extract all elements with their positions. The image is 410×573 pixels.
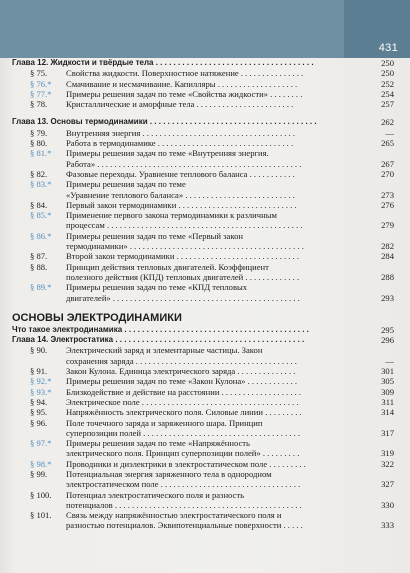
section-number: § 101. <box>30 510 52 521</box>
toc-entry-continuation[interactable] <box>12 272 396 282</box>
section-number: § 91. <box>30 366 48 377</box>
entry-page-number: 276 <box>381 199 394 210</box>
toc-entry-section[interactable] <box>12 459 396 469</box>
section-number: § 77.* <box>30 88 52 99</box>
toc-entry-section[interactable] <box>12 407 396 417</box>
entry-page-number: 270 <box>381 168 394 179</box>
toc-entry-section[interactable] <box>12 138 396 148</box>
section-number: § 79. <box>30 127 48 138</box>
entry-title: Смачивание и несмачивание. Капилляры . . . . . . . . . . . . . . . . . . . <box>66 78 298 89</box>
entry-page-number: 267 <box>381 158 394 169</box>
section-number: § 99. <box>30 468 48 479</box>
entry-title: Глава 14. Электростатика . . . . . . . . . . . . . . . . . . . . . . . . . . . . . . . . . . . . . . . . . . . <box>12 335 305 345</box>
section-number: § 87. <box>30 251 48 262</box>
entry-page-number: 265 <box>381 138 394 149</box>
toc-gap <box>12 303 396 311</box>
entry-title: Применение первого закона термодинамики к различным <box>66 210 277 221</box>
toc-entry-section[interactable] <box>12 397 396 407</box>
section-number: § 88. <box>30 261 48 272</box>
section-number: § 95. <box>30 407 48 418</box>
entry-title: Примеры решения задач по теме «Свойства жидкости» . . . . . . . . <box>66 88 303 99</box>
entry-page-number: 293 <box>381 292 394 303</box>
entry-title: разностью потенциалов. Эквипотенциальные поверхности . . . . . <box>66 520 303 531</box>
section-number: § 75. <box>30 68 48 79</box>
entry-title: двигателей» . . . . . . . . . . . . . . . . . . . . . . . . . . . . . . . . . . . . . . . . . . . . <box>66 292 300 303</box>
entry-title: Потенциал электростатического поля и разность <box>66 489 245 500</box>
section-number: § 86.* <box>30 230 52 241</box>
entry-title: Фазовые переходы. Уравнение теплового баланса . . . . . . . . . . . <box>66 168 295 179</box>
entry-title: электростатическом поле . . . . . . . . . . . . . . . . . . . . . . . . . . . . . . . . . <box>66 479 301 490</box>
toc-entry-section[interactable] <box>12 387 396 397</box>
toc-entry-section[interactable] <box>12 89 396 99</box>
toc-entry-continuation[interactable] <box>12 190 396 200</box>
toc-entry-chapter[interactable] <box>12 117 396 127</box>
toc-entry-continuation[interactable] <box>12 520 396 530</box>
toc-entry-continuation[interactable] <box>12 220 396 230</box>
entry-title: Работа» . . . . . . . . . . . . . . . . . . . . . . . . . . . . . . . . . . . . . . . . . . . . . . . . <box>66 158 302 169</box>
section-number: § 83.* <box>30 179 52 190</box>
page-number-badge <box>344 0 410 58</box>
entry-title: Близкодействие и действие на расстоянии . . . . . . . . . . . . . . . . . . . <box>66 386 302 397</box>
entry-title: Примеры решения задач по теме «КПД тепловых <box>66 282 248 293</box>
toc-entry-section[interactable] <box>12 510 396 520</box>
section-number: § 84. <box>30 199 48 210</box>
entry-page-number: 296 <box>381 335 394 346</box>
toc-entry-section[interactable] <box>12 128 396 138</box>
entry-title: полезного действия (КПД) тепловых двигателей . . . . . . . . . . . . . <box>66 271 300 282</box>
entry-title: Примеры решения задач по теме «Напряжённость <box>66 438 250 449</box>
entry-page-number: 273 <box>381 189 394 200</box>
toc-entry-chapter[interactable] <box>12 58 396 68</box>
entry-title: Первый закон термодинамики . . . . . . . . . . . . . . . . . . . . . . . . . . . . <box>66 199 297 210</box>
section-number: § 93.* <box>30 386 52 397</box>
toc-entry-section[interactable] <box>12 345 396 355</box>
toc-entry-part[interactable] <box>12 311 396 325</box>
entry-title: Закон Кулона. Единица электрического заряда . . . . . . . . . . . . . . <box>66 366 296 377</box>
toc-entry-section[interactable] <box>12 438 396 448</box>
section-number: § 100. <box>30 489 52 500</box>
entry-page-number: 252 <box>381 78 394 89</box>
entry-page-number: 295 <box>381 324 394 335</box>
entry-page-number: 262 <box>381 117 394 128</box>
toc-entry-section[interactable] <box>12 200 396 210</box>
toc-entry-section[interactable] <box>12 79 396 89</box>
entry-title: Связь между напряжённостью электростатического поля и <box>66 510 282 521</box>
toc-entry-section[interactable] <box>12 210 396 220</box>
entry-title: Электрический заряд и элементарные частицы. Закон <box>66 345 263 356</box>
section-number: § 76.* <box>30 78 52 89</box>
toc-entry-continuation[interactable] <box>12 479 396 489</box>
entry-page-number: 309 <box>381 386 394 397</box>
entry-page-number: — <box>385 127 394 138</box>
entry-title: Примеры решения задач по теме «Первый закон <box>66 230 243 241</box>
entry-page-number: 301 <box>381 366 394 377</box>
entry-title: Глава 12. Жидкости и твёрдые тела . . . . . . . . . . . . . . . . . . . . . . . . . . . . . . . . . . . . <box>12 58 314 67</box>
section-number: § 81.* <box>30 148 52 159</box>
toc-entry-continuation[interactable] <box>12 428 396 438</box>
entry-title: Примеры решения задач по теме «Внутренняя энергия. <box>66 148 269 159</box>
entry-title: Работа в термодинамике . . . . . . . . . . . . . . . . . . . . . . . . . . . . . . . . <box>66 138 294 149</box>
entry-title: Свойства жидкости. Поверхностное натяжение . . . . . . . . . . . . . . . <box>66 68 304 79</box>
toc-entry-section[interactable] <box>12 68 396 78</box>
entry-title: «Уравнение теплового баланса» . . . . . . . . . . . . . . . . . . . . . . . . . . <box>66 189 295 200</box>
entry-title: Потенциальная энергия заряженного тела в однородном <box>66 468 272 479</box>
toc-entry-continuation[interactable] <box>12 500 396 510</box>
section-number: § 94. <box>30 396 48 407</box>
toc-entry-section[interactable] <box>12 231 396 241</box>
section-number: § 98.* <box>30 458 52 469</box>
entry-page-number: 250 <box>381 68 394 79</box>
entry-title: суперпозиции полей . . . . . . . . . . . . . . . . . . . . . . . . . . . . . . . . . . . . . <box>66 427 301 438</box>
toc-entry-section[interactable] <box>12 282 396 292</box>
toc-entry-continuation[interactable] <box>12 241 396 251</box>
toc-entry-section[interactable] <box>12 179 396 189</box>
toc-entry-section[interactable] <box>12 99 396 109</box>
page-number: 431 <box>378 42 398 54</box>
entry-title: Примеры решения задач по теме «Закон Кулона» . . . . . . . . . . . . <box>66 376 298 387</box>
entry-title: Что такое электродинамика . . . . . . . . . . . . . . . . . . . . . . . . . . . . . . . . . . . . . . . . . . <box>12 324 309 334</box>
entry-page-number: 333 <box>381 520 394 531</box>
entry-title: Внутренняя энергия . . . . . . . . . . . . . . . . . . . . . . . . . . . . . . . . . . . . <box>66 127 296 138</box>
toc-entry-section[interactable] <box>12 262 396 272</box>
entry-page-number: 327 <box>381 479 394 490</box>
toc-entry-sub[interactable] <box>12 325 396 335</box>
section-number: § 85.* <box>30 210 52 221</box>
section-number: § 90. <box>30 345 48 356</box>
section-number: § 89.* <box>30 282 52 293</box>
entry-title: термодинамики» . . . . . . . . . . . . . . . . . . . . . . . . . . . . . . . . . . . . . . . . . <box>66 241 304 252</box>
entry-page-number: 317 <box>381 427 394 438</box>
toc-entry-continuation[interactable] <box>12 293 396 303</box>
entry-title: Принцип действия тепловых двигателей. Коэффициент <box>66 261 269 272</box>
toc-gap <box>12 109 396 117</box>
section-number: § 80. <box>30 138 48 149</box>
section-number: § 82. <box>30 168 48 179</box>
entry-title: Кристаллические и аморфные тела . . . . . . . . . . . . . . . . . . . . . . . <box>66 99 294 110</box>
toc-entry-section[interactable] <box>12 376 396 386</box>
entry-page-number: 305 <box>381 376 394 387</box>
entry-title: процессам . . . . . . . . . . . . . . . . . . . . . . . . . . . . . . . . . . . . . . . . . . . . . . <box>66 220 303 231</box>
toc-entry-continuation[interactable] <box>12 448 396 458</box>
entry-page-number: 254 <box>381 88 394 99</box>
entry-page-number: 314 <box>381 407 394 418</box>
entry-page-number: 279 <box>381 220 394 231</box>
entry-title: ОСНОВЫ ЭЛЕКТРОДИНАМИКИ <box>12 311 182 324</box>
entry-title: Напряжённость электрического поля. Силовые линии . . . . . . . . . <box>66 407 302 418</box>
entry-title: потенциалов . . . . . . . . . . . . . . . . . . . . . . . . . . . . . . . . . . . . . . . . . . . . <box>66 499 302 510</box>
toc-entry-continuation[interactable] <box>12 356 396 366</box>
entry-title: Проводники и диэлектрики в электростатическом поле . . . . . . . . . <box>66 458 306 469</box>
toc-entry-section[interactable] <box>12 366 396 376</box>
entry-page-number: 319 <box>381 448 394 459</box>
entry-title: Второй закон термодинамики . . . . . . . . . . . . . . . . . . . . . . . . . . . . . <box>66 251 300 262</box>
toc-entry-chapter[interactable] <box>12 335 396 345</box>
entry-title: сохранения заряда . . . . . . . . . . . . . . . . . . . . . . . . . . . . . . . . . . . . . . <box>66 355 297 366</box>
table-of-contents <box>12 58 396 531</box>
entry-title: Поле точечного заряда и заряженного шара. Принцип <box>66 417 263 428</box>
entry-page-number: 330 <box>381 499 394 510</box>
section-number: § 78. <box>30 99 48 110</box>
section-number: § 92.* <box>30 376 52 387</box>
section-number: § 97.* <box>30 438 52 449</box>
entry-title: электрического поля. Принцип суперпозиции полей» . . . . . . . . . <box>66 448 300 459</box>
entry-page-number: — <box>385 355 394 366</box>
entry-title: Глава 13. Основы термодинамики . . . . . . . . . . . . . . . . . . . . . . . . . . . . . . . . . . . . . . <box>12 117 317 127</box>
toc-entry-section[interactable] <box>12 490 396 500</box>
toc-entry-section[interactable] <box>12 469 396 479</box>
toc-entry-section[interactable] <box>12 148 396 158</box>
toc-entry-section[interactable] <box>12 169 396 179</box>
entry-page-number: 311 <box>381 396 394 407</box>
entry-title: Электрическое поле . . . . . . . . . . . . . . . . . . . . . . . . . . . . . . . . . . . . . <box>66 396 299 407</box>
entry-page-number: 250 <box>381 58 394 68</box>
section-number: § 96. <box>30 417 48 428</box>
entry-page-number: 257 <box>381 99 394 110</box>
entry-title: Примеры решения задач по теме <box>66 179 186 190</box>
entry-page-number: 288 <box>381 271 394 282</box>
toc-entry-continuation[interactable] <box>12 159 396 169</box>
toc-entry-section[interactable] <box>12 251 396 261</box>
entry-page-number: 322 <box>381 458 394 469</box>
entry-page-number: 284 <box>381 251 394 262</box>
toc-entry-section[interactable] <box>12 418 396 428</box>
entry-page-number: 282 <box>381 241 394 252</box>
